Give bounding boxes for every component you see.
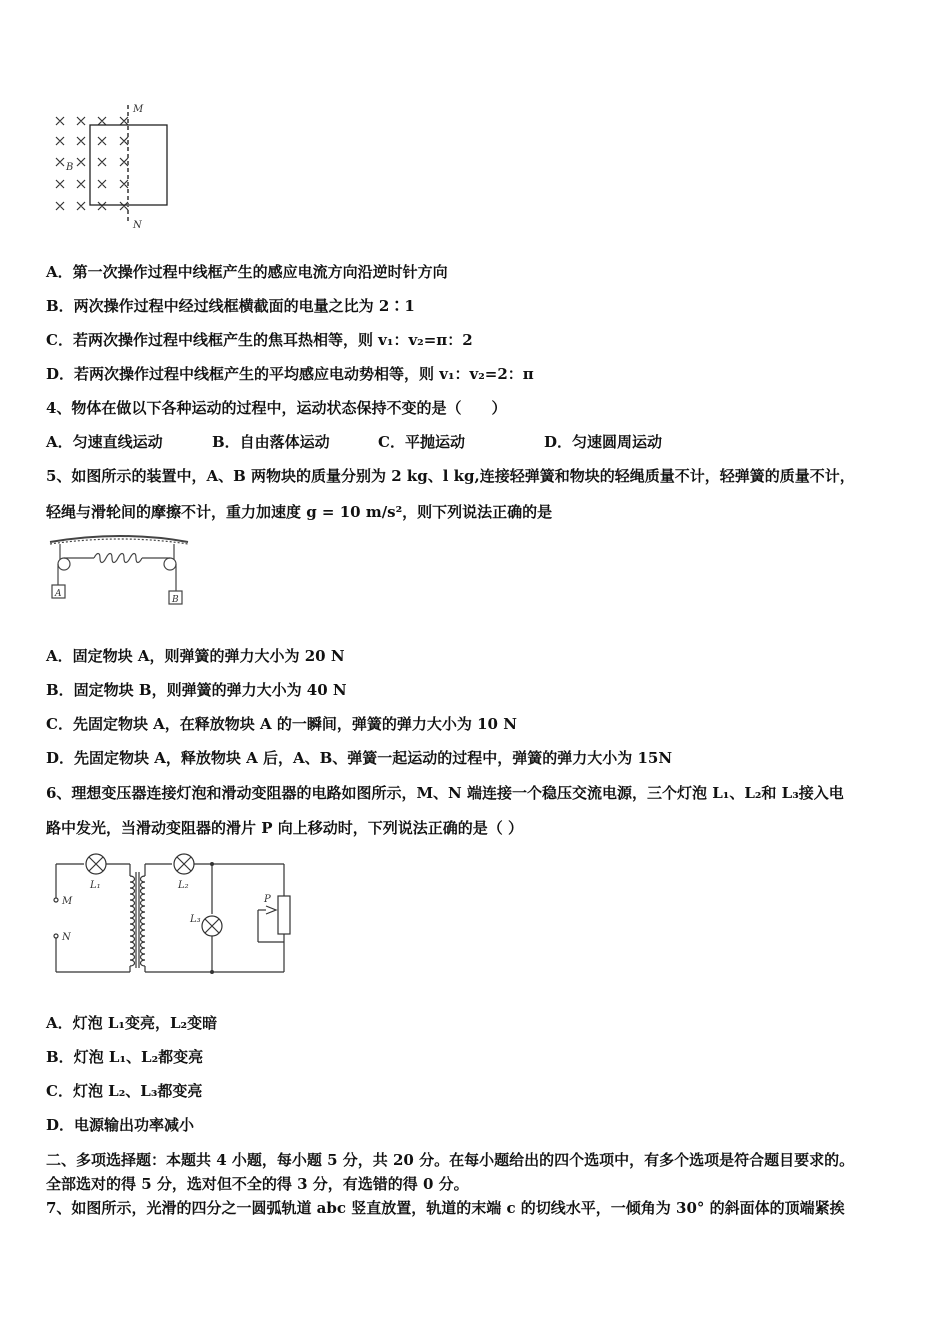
q7-stem: 7、如图所示，光滑的四分之一圆弧轨道 abc 竖直放置，轨道的末端 c 的切线水平，一倾角为 30° 的斜面体的顶端紧挨 xyxy=(46,1199,845,1217)
q4-option-c: C．平抛运动 xyxy=(378,433,465,451)
q5-option-d: D．先固定物块 A，释放物块 A 后，A、B、弹簧一起运动的过程中，弹簧的弹力大小为 15N xyxy=(46,749,673,767)
q3-option-a: A．第一次操作过程中线框产生的感应电流方向沿逆时针方向 xyxy=(46,263,448,281)
slider-p xyxy=(266,906,276,914)
q4-option-a: A．匀速直线运动 xyxy=(46,433,163,451)
q6-option-a: A．灯泡 L₁变亮，L₂变暗 xyxy=(46,1014,218,1032)
primary-coil xyxy=(130,876,135,966)
q6-option-c: C．灯泡 L₂、L₃都变亮 xyxy=(46,1082,203,1100)
q4-option-d: D．匀速圆周运动 xyxy=(544,433,663,451)
terminal-n xyxy=(54,934,58,938)
left-pulley xyxy=(58,558,70,570)
block-b-label: B xyxy=(172,595,179,605)
label-p: P xyxy=(264,894,271,905)
transformer-circuit-figure xyxy=(44,850,294,980)
block-a-label: A xyxy=(55,589,62,599)
magnetic-field-figure xyxy=(50,100,170,230)
spring xyxy=(94,554,142,563)
q6-stem-line2: 路中发光，当滑动变阻器的滑片 P 向上移动时，下列说法正确的是（ ） xyxy=(46,819,523,837)
q4-stem: 4、物体在做以下各种运动的过程中，运动状态保持不变的是（ ） xyxy=(46,399,507,417)
q6-option-b: B．灯泡 L₁、L₂都变亮 xyxy=(46,1048,204,1066)
q5-option-a: A．固定物块 A，则弹簧的弹力大小为 20 N xyxy=(46,647,345,665)
q5-stem-line2: 轻绳与滑轮间的摩擦不计，重力加速度 g = 10 m/s²，则下列说法正确的是 xyxy=(46,503,553,521)
rheostat xyxy=(278,896,290,934)
q4-option-b: B．自由落体运动 xyxy=(212,433,330,451)
q5-option-c: C．先固定物块 A，在释放物块 A 的一瞬间，弹簧的弹力大小为 10 N xyxy=(46,715,517,733)
q6-option-d: D．电源输出功率减小 xyxy=(46,1116,195,1134)
right-pulley xyxy=(164,558,176,570)
q3-option-c: C．若两次操作过程中线框产生的焦耳热相等，则 v₁：v₂=π：2 xyxy=(46,331,473,349)
q3-option-d: D．若两次操作过程中线框产生的平均感应电动势相等，则 v₁：v₂=2：π xyxy=(46,365,534,383)
label-n: N xyxy=(133,220,142,230)
q6-stem-line1: 6、理想变压器连接灯泡和滑动变阻器的电路如图所示，M、N 端连接一个稳压交流电源，三个灯泡 L₁、L₂和 L₃接入电 xyxy=(46,784,844,802)
label-m: M xyxy=(62,896,73,907)
label-l1: L₁ xyxy=(90,880,101,891)
pulley-spring-figure xyxy=(46,530,196,610)
q3-option-b: B．两次操作过程中经过线框横截面的电量之比为 2∶1 xyxy=(46,297,415,315)
section2-heading-line1: 二、多项选择题：本题共 4 小题，每小题 5 分，共 20 分。在每小题给出的四个选项中，有多个选项是符合题目要求的。 xyxy=(46,1151,855,1169)
terminal-m xyxy=(54,898,58,902)
label-l2: L₂ xyxy=(178,880,189,891)
q5-option-b: B．固定物块 B，则弹簧的弹力大小为 40 N xyxy=(46,681,347,699)
label-b: B xyxy=(66,162,74,173)
label-m: M xyxy=(133,104,144,115)
q4-options xyxy=(46,432,662,452)
secondary-coil xyxy=(141,876,146,966)
q5-stem-line1: 5、如图所示的装置中，A、B 两物块的质量分别为 2 kg、l kg,连接轻弹簧和物块的轻绳质量不计，轻弹簧的质量不计， xyxy=(46,467,855,485)
label-n: N xyxy=(62,932,71,943)
section2-heading-line2: 全部选对的得 5 分，选对但不全的得 3 分，有选错的得 0 分。 xyxy=(46,1175,469,1193)
label-l3: L₃ xyxy=(190,914,201,925)
